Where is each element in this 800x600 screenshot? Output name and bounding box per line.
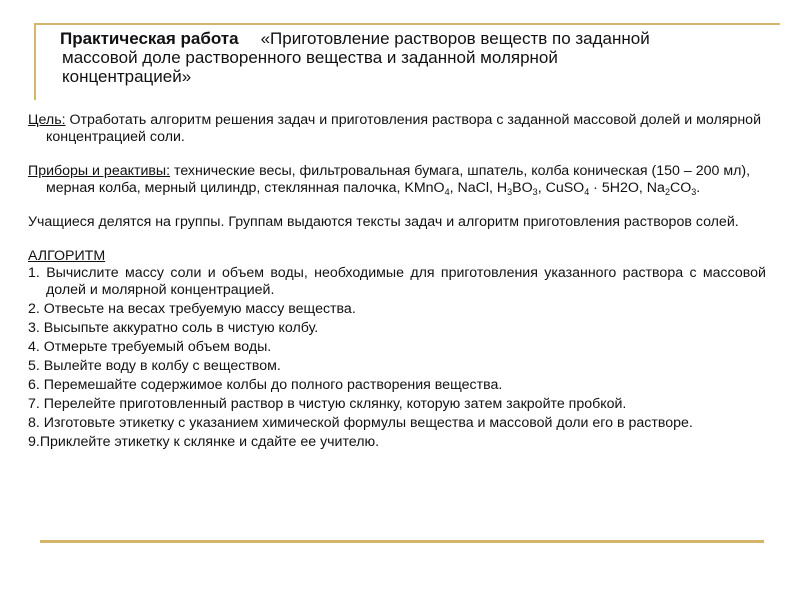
groups-paragraph: Учащиеся делятся на группы. Группам выдаются тексты задач и алгоритм приготовления растворов солей. [28, 214, 739, 230]
subscript: 3 [507, 187, 513, 197]
algorithm-step: 2. Отвесьте на весах требуемую массу вещества. [28, 301, 356, 317]
algorithm-step: 9.Приклейте этикетку к склянке и сдайте ее учителю. [28, 434, 380, 450]
equipment-paragraph [28, 163, 766, 197]
title-bold: Практическая работа [60, 29, 239, 48]
subscript: 4 [584, 187, 590, 197]
decorative-top-line [34, 23, 780, 25]
title-line-2: массовой доле растворенного вещества и заданной молярной [62, 48, 558, 67]
algorithm-step: 3. Высыпьте аккуратно соль в чистую колбу. [28, 320, 319, 336]
algorithm-step: 7. Перелейте приготовленный раствор в чистую склянку, которую затем закройте пробкой. [28, 396, 627, 412]
algorithm-step: 6. Перемешайте содержимое колбы до полного растворения вещества. [28, 377, 503, 393]
subscript: 3 [691, 187, 697, 197]
formula-nacl: , NaCl, H [449, 180, 508, 196]
formula-hydrate: · 5H2O, Na [589, 180, 665, 196]
document-body [28, 112, 766, 453]
algorithm-heading: АЛГОРИТМ [28, 248, 106, 264]
decorative-left-line [34, 23, 36, 100]
algorithm-step: 8. Изготовьте этикетку с указанием химической формулы вещества и массовой доли его в растворе. [28, 415, 693, 431]
equipment-label: Приборы и реактивы: [28, 163, 171, 179]
goal-paragraph [28, 112, 766, 146]
goal-label: Цель: [28, 112, 66, 128]
formula-cuso4: , CuSO [537, 180, 585, 196]
formula-na2co3: CO [669, 180, 692, 196]
decorative-bottom-line [40, 540, 764, 543]
algorithm-step: 1. Вычислите массу соли и объем воды, необходимые для приготовления указанного раствора с массовой долей и молярной концентрацией. [28, 265, 766, 298]
title-line-1: «Приготовление растворов веществ по заданной [260, 29, 650, 48]
formula-h3bo3: BO [512, 180, 533, 196]
goal-text: Отработать алгоритм решения задач и приготовления раствора с заданной массовой долей и молярной концентрацией соли. [46, 112, 761, 145]
page-title [60, 29, 780, 86]
subscript: 3 [532, 187, 538, 197]
subscript: 2 [664, 187, 670, 197]
formula-kmno4: KMnO [404, 180, 445, 196]
title-line-3: концентрацией» [62, 67, 192, 86]
algorithm-step: 5. Вылейте воду в колбу с веществом. [28, 358, 281, 374]
algorithm-step: 4. Отмерьте требуемый объем воды. [28, 339, 272, 355]
period: . [696, 180, 701, 196]
equipment-text: технические весы, фильтровальная бумага, шпатель, колба коническая (150 – 200 мл), мерная колба, мерный цилиндр, стеклянная палочка, [46, 163, 751, 196]
subscript: 4 [444, 187, 450, 197]
